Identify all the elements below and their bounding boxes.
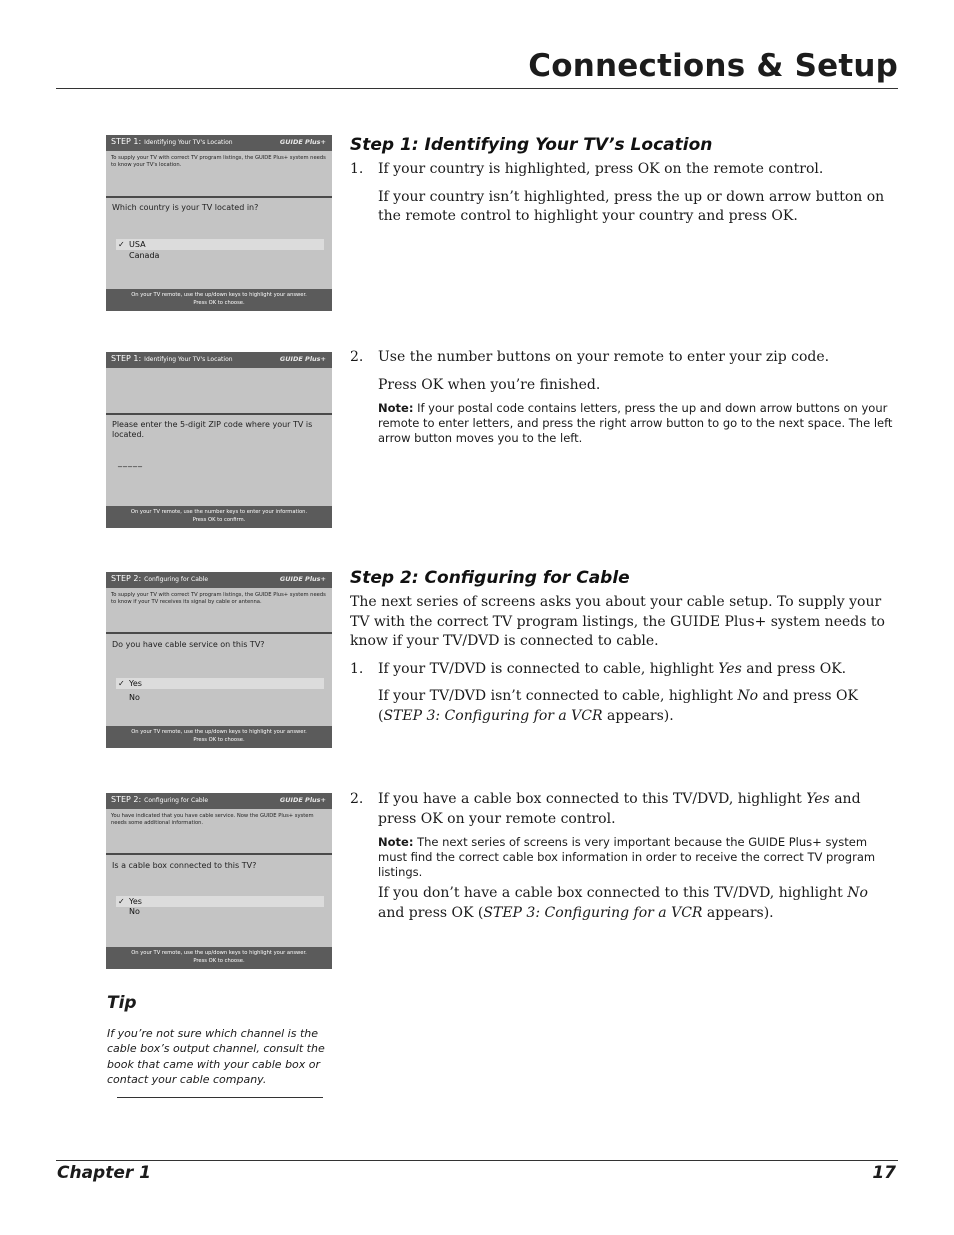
screen-divider — [106, 413, 332, 415]
screen-step: STEP 2: — [111, 795, 142, 804]
screen-country — [106, 135, 332, 311]
checkmark-icon: ✓ — [118, 897, 125, 906]
screen-title: Configuring for Cable — [144, 797, 209, 804]
screen-footer-line: Press OK to choose. — [193, 957, 245, 964]
step1-item-1 — [350, 160, 895, 180]
item-text: If you have a cable box connected to this TV/DVD, highlight — [378, 791, 807, 807]
option-canada — [116, 250, 324, 261]
step2-cable-box-section — [350, 790, 895, 923]
item-number: 2. — [350, 349, 364, 365]
tip-text: If you’re not sure which channel is the cable box’s output channel, consult the book that came with your cable box or contact your cable company. — [107, 1027, 325, 1086]
screen-step: STEP 1: — [111, 354, 142, 363]
screen-divider — [106, 853, 332, 855]
step1-item-2-alt: Press OK when you’re finished. — [378, 376, 601, 393]
item-text: Use the number buttons on your remote to enter your zip code. — [378, 349, 830, 365]
screen-question: Which country is your TV located in? — [112, 203, 259, 212]
screen-header — [106, 572, 332, 588]
screen-footer-line: Press OK to confirm. — [192, 516, 246, 523]
screen-cable-box — [106, 793, 332, 969]
screen-footer-line: Press OK to choose. — [193, 736, 245, 743]
step1-note — [350, 401, 895, 446]
option-label: Yes — [129, 897, 142, 906]
item-text: If your TV/DVD is connected to cable, highlight — [378, 660, 719, 677]
screen-footer-line: On your TV remote, use the up/down keys to highlight your answer. — [131, 950, 307, 956]
step1-item-2 — [350, 348, 895, 368]
screen-step: STEP 1: — [111, 137, 142, 146]
option-label: Canada — [129, 251, 160, 260]
screen-question: Do you have cable service on this TV? — [112, 640, 265, 649]
item-text: If your country is highlighted, press OK on the remote control. — [378, 161, 824, 177]
tip-title: Tip — [107, 993, 137, 1013]
step2-item-2 — [350, 790, 895, 829]
item-emphasis: Yes — [718, 660, 742, 677]
header-rule — [56, 88, 898, 89]
item-text: appears). — [702, 904, 774, 921]
item-emphasis: No — [737, 688, 759, 704]
checkmark-icon: ✓ — [118, 240, 125, 249]
option-no — [116, 692, 324, 703]
screen-step: STEP 2: — [111, 574, 142, 583]
note-text: If your postal code contains letters, press the up and down arrow buttons on your remote to enter letters, and press the right arrow button to go to the next space. The left arrow button moves you to the left. — [378, 401, 893, 445]
step2-intro: The next series of screens asks you about your cable setup. To supply your TV with the correct TV program listings, the GUIDE Plus+ system needs to know if your TV/DVD is connected to cable. — [350, 594, 885, 649]
item-number: 1. — [350, 660, 364, 677]
guide-plus-logo: GUIDE Plus+ — [279, 355, 326, 363]
step1-section — [350, 135, 895, 227]
item-number: 2. — [350, 791, 364, 807]
screen-title: Identifying Your TV's Location — [144, 356, 233, 363]
option-label: No — [129, 693, 140, 702]
checkmark-icon: ✓ — [118, 679, 125, 688]
guide-plus-logo: GUIDE Plus+ — [279, 575, 326, 583]
chapter-label: Chapter 1 — [57, 1163, 152, 1183]
item-number: 1. — [350, 161, 364, 177]
item-emphasis: STEP 3: Configuring for a VCR — [383, 707, 603, 724]
option-no — [116, 906, 324, 917]
screen-intro: To supply your TV with correct TV program listings, the GUIDE Plus+ system needs to know your TV's location. — [111, 155, 326, 168]
screen-footer-line: On your TV remote, use the up/down keys to highlight your answer. — [131, 292, 307, 298]
guide-plus-logo: GUIDE Plus+ — [279, 138, 326, 146]
item-text: appears). — [602, 707, 674, 724]
note-label: Note: — [378, 401, 414, 415]
item-emphasis: No — [847, 885, 868, 901]
item-text: If your TV/DVD isn’t connected to cable, highlight — [378, 688, 738, 704]
screen-header — [106, 135, 332, 151]
option-yes — [116, 678, 324, 689]
screen-footer-line: On your TV remote, use the number keys to enter your information. — [130, 509, 308, 515]
step2-section — [350, 568, 895, 726]
screen-footer-line: Press OK to choose. — [193, 299, 245, 306]
screen-cable-service — [106, 572, 332, 748]
screen-intro: You have indicated that you have cable service. Now the GUIDE Plus+ system needs some additional information. — [111, 813, 314, 826]
step2-item-1 — [350, 660, 895, 680]
option-usa — [116, 239, 324, 250]
item-text: If you don’t have a cable box connected to this TV/DVD, highlight — [378, 885, 848, 901]
screen-divider — [106, 196, 332, 198]
screen-footer-line: On your TV remote, use the up/down keys to highlight your answer. — [131, 729, 307, 735]
step1-heading: Step 1: Identifying Your TV’s Location — [350, 135, 713, 155]
note-text: The next series of screens is very important because the GUIDE Plus+ system must find the correct cable box information in order to receive the correct TV program listings. — [378, 835, 876, 879]
option-label: No — [129, 907, 140, 916]
footer-rule — [56, 1160, 898, 1161]
item-text: and press OK ( — [378, 904, 484, 921]
screen-title: Configuring for Cable — [144, 576, 209, 583]
item-emphasis: Yes — [806, 791, 830, 807]
screen-question: Please enter the 5-digit ZIP code where your TV is located. — [112, 420, 313, 439]
screen-footer — [106, 726, 332, 748]
step2-item-1-alt — [350, 687, 895, 726]
screen-header — [106, 352, 332, 368]
screen-title: Identifying Your TV's Location — [144, 139, 233, 146]
step1-item-1-alt: If your country isn’t highlighted, press the up or down arrow button on the remote control to highlight your country and press OK. — [378, 188, 885, 224]
screen-header — [106, 793, 332, 809]
tip-rule — [117, 1097, 323, 1098]
step1-zip-section — [350, 348, 895, 446]
item-text: and press OK. — [741, 660, 847, 677]
zip-code-input: _____ — [118, 458, 143, 467]
item-emphasis: STEP 3: Configuring for a VCR — [483, 904, 703, 921]
screen-divider — [106, 632, 332, 634]
screen-zip — [106, 352, 332, 528]
page-title: Connections & Setup — [528, 48, 898, 84]
page-number: 17 — [872, 1163, 896, 1183]
screen-footer — [106, 506, 332, 528]
guide-plus-logo: GUIDE Plus+ — [279, 796, 326, 804]
step2-heading: Step 2: Configuring for Cable — [350, 568, 630, 588]
screen-footer — [106, 289, 332, 311]
note-label: Note: — [378, 835, 414, 849]
item-text: and press OK ( — [378, 688, 858, 724]
option-label: Yes — [129, 679, 142, 688]
screen-intro: To supply your TV with correct TV program listings, the GUIDE Plus+ system needs to know if your TV receives its signal by cable or antenna. — [111, 592, 326, 605]
option-label: USA — [129, 240, 146, 249]
screen-footer — [106, 947, 332, 969]
screen-question: Is a cable box connected to this TV? — [112, 861, 257, 870]
item-text: and press OK on your remote control. — [378, 791, 861, 827]
step2-note — [350, 835, 895, 880]
step2-item-2-alt — [350, 884, 895, 923]
